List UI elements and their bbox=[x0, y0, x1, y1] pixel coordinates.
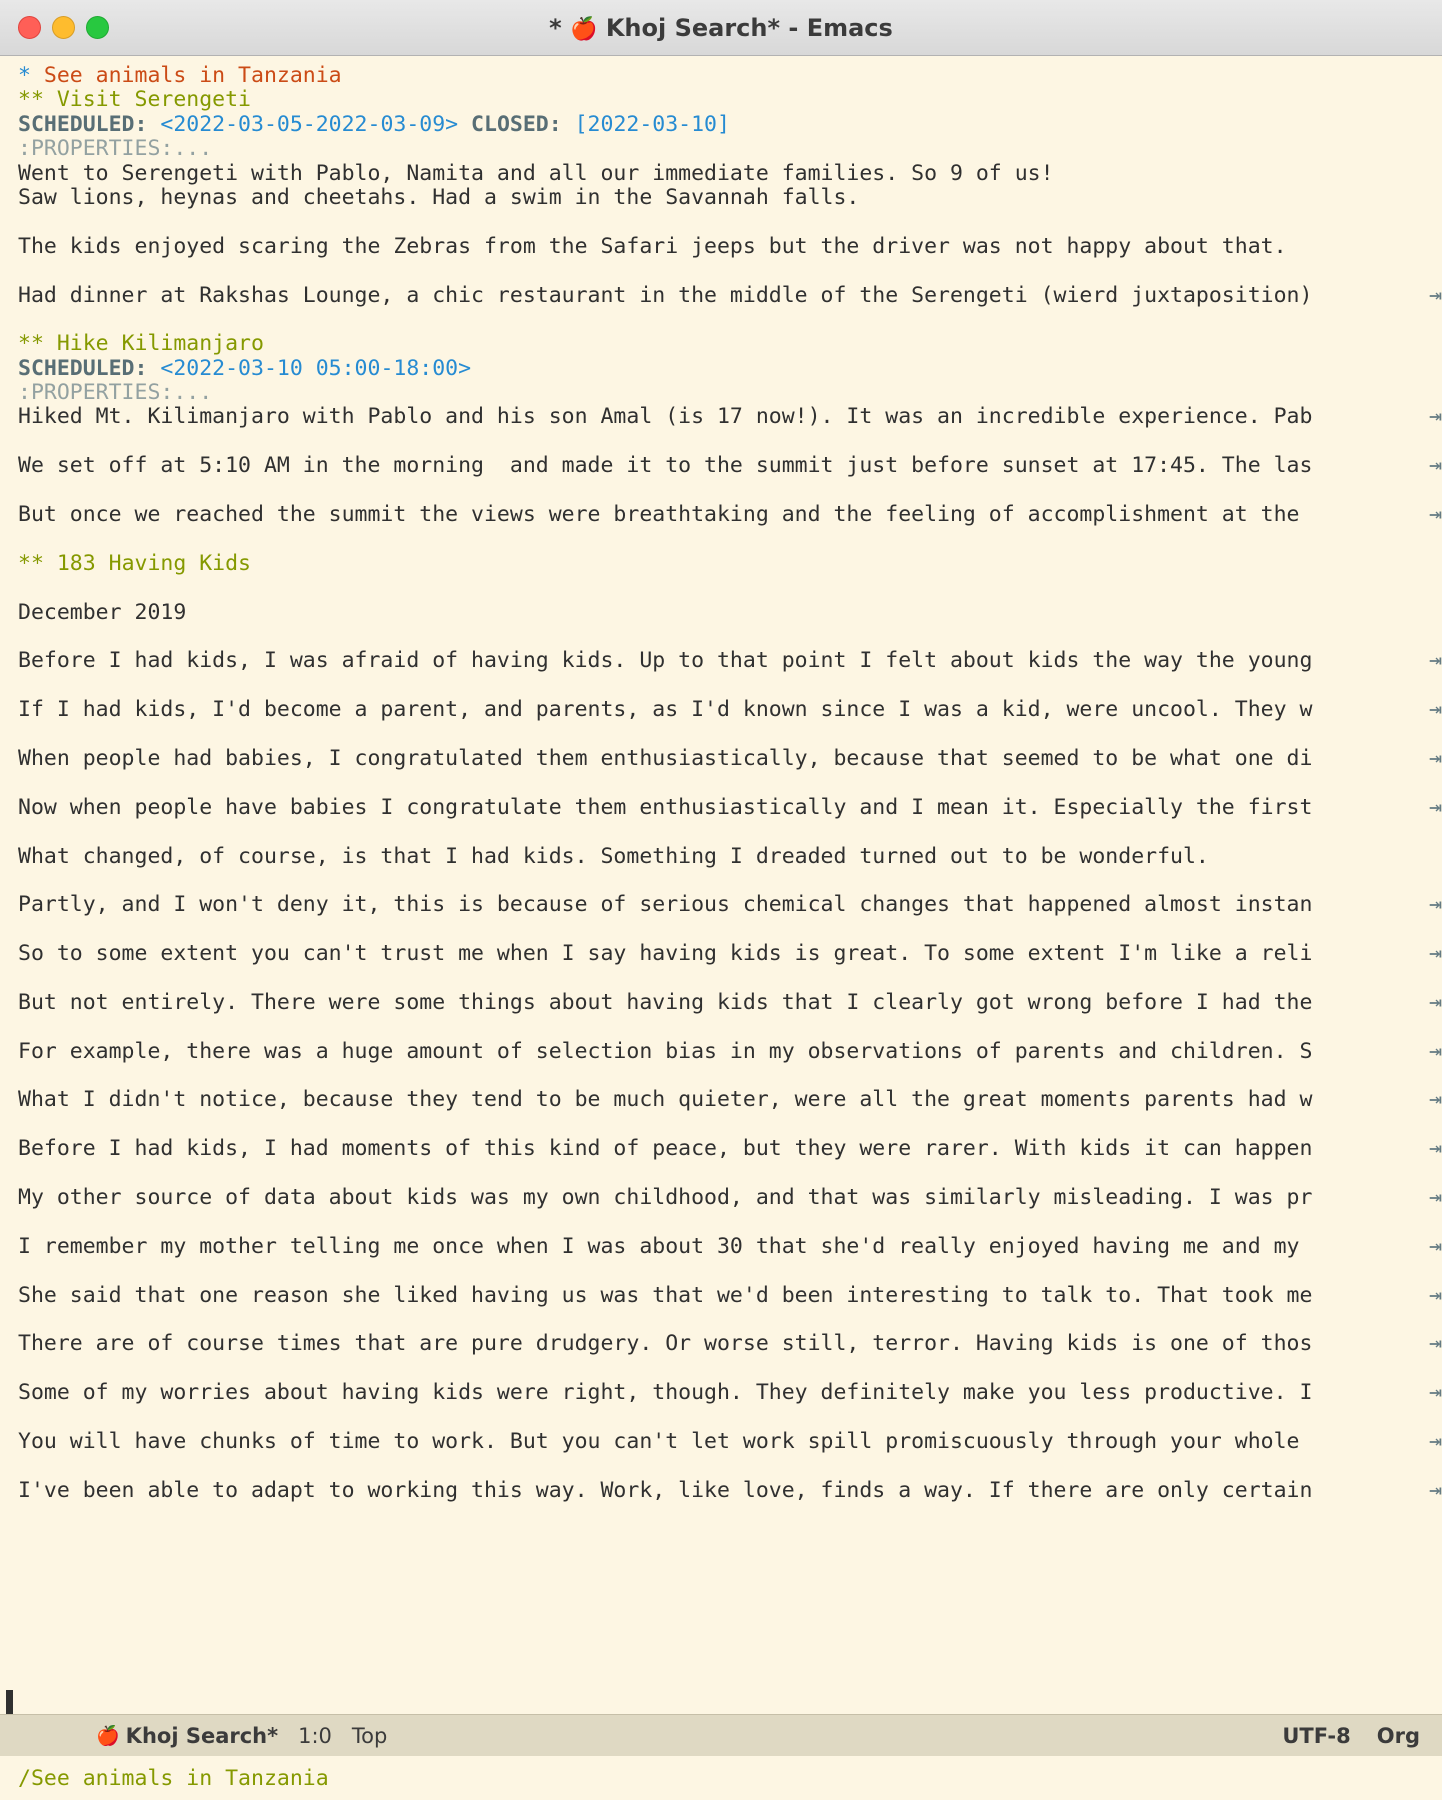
close-button[interactable] bbox=[18, 16, 41, 39]
buffer-line-text: For example, there was a huge amount of selection bias in my observations of parents and children. S bbox=[18, 1038, 1313, 1064]
line-continuation-icon: ⇥ bbox=[1429, 892, 1442, 918]
modeline-major-mode[interactable]: Org bbox=[1376, 1723, 1420, 1748]
mode-line bbox=[0, 1714, 1442, 1756]
line-continuation-icon: ⇥ bbox=[1429, 941, 1442, 967]
buffer-area[interactable] bbox=[0, 56, 1442, 1714]
line-continuation-icon: ⇥ bbox=[1429, 404, 1442, 430]
buffer-line-text: The kids enjoyed scaring the Zebras from the Safari jeeps but the driver was not happy about that. bbox=[18, 233, 1287, 259]
buffer-line-text: When people had babies, I congratulated them enthusiastically, because that seemed to be what one di bbox=[18, 745, 1313, 771]
buffer-text-line[interactable] bbox=[18, 698, 1442, 722]
title-bar bbox=[0, 0, 1442, 56]
buffer-line-text: Before I had kids, I had moments of this kind of peace, but they were rarer. With kids it can happen bbox=[18, 1136, 1313, 1162]
line-continuation-icon: ⇥ bbox=[1429, 745, 1442, 771]
buffer-text-line[interactable] bbox=[18, 454, 1442, 478]
buffer-text-line[interactable] bbox=[18, 942, 1442, 966]
org-heading-level2[interactable] bbox=[18, 552, 1442, 576]
buffer-line-text: Went to Serengeti with Pablo, Namita and all our immediate families. So 9 of us! bbox=[18, 160, 1054, 186]
modeline-app-icon: 🍎 bbox=[96, 1725, 120, 1747]
line-continuation-icon: ⇥ bbox=[1429, 453, 1442, 479]
buffer-blank-line bbox=[18, 1162, 1442, 1186]
line-continuation-icon: ⇥ bbox=[1429, 1087, 1442, 1113]
line-continuation-icon: ⇥ bbox=[1429, 648, 1442, 674]
window-title-label: Khoj Search* - Emacs bbox=[605, 13, 893, 42]
org-properties-text[interactable]: :PROPERTIES:... bbox=[18, 136, 213, 162]
line-continuation-icon: ⇥ bbox=[1429, 1136, 1442, 1162]
org-buffer-text[interactable] bbox=[0, 56, 1442, 1714]
buffer-blank-line bbox=[18, 1210, 1442, 1234]
buffer-line-text: What I didn't notice, because they tend to be much quieter, were all the great moments parents had w bbox=[18, 1087, 1313, 1113]
buffer-text-line[interactable] bbox=[18, 1332, 1442, 1356]
window-title-prefix: * bbox=[549, 13, 571, 42]
buffer-blank-line bbox=[18, 1259, 1442, 1283]
buffer-blank-line bbox=[18, 1308, 1442, 1332]
buffer-text-line[interactable] bbox=[18, 1235, 1442, 1259]
buffer-blank-line bbox=[18, 723, 1442, 747]
org-schedule-line[interactable] bbox=[18, 357, 1442, 381]
modeline-buffer-name[interactable]: Khoj Search* bbox=[125, 1723, 279, 1748]
buffer-line-text: You will have chunks of time to work. But you can't let work spill promiscuously through your whole bbox=[18, 1428, 1313, 1454]
buffer-blank-line bbox=[18, 674, 1442, 698]
buffer-text-line[interactable] bbox=[18, 601, 1442, 625]
buffer-blank-line bbox=[18, 820, 1442, 844]
buffer-blank-line bbox=[18, 308, 1442, 332]
buffer-text-line[interactable] bbox=[18, 284, 1442, 308]
buffer-line-text: But not entirely. There were some things about having kids that I clearly got wrong before I had the bbox=[18, 989, 1313, 1015]
buffer-blank-line bbox=[18, 869, 1442, 893]
line-continuation-icon: ⇥ bbox=[1429, 697, 1442, 723]
buffer-text-line[interactable] bbox=[18, 649, 1442, 673]
window-title-text bbox=[597, 14, 605, 42]
buffer-blank-line bbox=[18, 625, 1442, 649]
buffer-line-text: My other source of data about kids was my own childhood, and that was similarly misleading. I was pr bbox=[18, 1184, 1313, 1210]
minimize-button[interactable] bbox=[52, 16, 75, 39]
buffer-text-line[interactable] bbox=[18, 503, 1442, 527]
scheduled-keyword: SCHEDULED: bbox=[18, 355, 161, 381]
line-continuation-icon: ⇥ bbox=[1429, 1428, 1442, 1454]
buffer-text-line[interactable] bbox=[18, 1430, 1442, 1454]
buffer-blank-line bbox=[18, 1064, 1442, 1088]
buffer-text-line[interactable] bbox=[18, 1479, 1442, 1503]
buffer-blank-line bbox=[18, 259, 1442, 283]
line-continuation-icon: ⇥ bbox=[1429, 1477, 1442, 1503]
buffer-text-line[interactable] bbox=[18, 1040, 1442, 1064]
buffer-text-line[interactable] bbox=[18, 1137, 1442, 1161]
buffer-text-line[interactable] bbox=[18, 1381, 1442, 1405]
line-continuation-icon: ⇥ bbox=[1429, 1038, 1442, 1064]
app-icon: 🍎 bbox=[570, 16, 598, 42]
buffer-blank-line bbox=[18, 430, 1442, 454]
org-stars: ** bbox=[18, 550, 57, 576]
line-continuation-icon: ⇥ bbox=[1429, 1331, 1442, 1357]
buffer-text-line[interactable] bbox=[18, 991, 1442, 1015]
buffer-line-text: December 2019 bbox=[18, 599, 187, 625]
buffer-line-text: If I had kids, I'd become a parent, and parents, as I'd known since I was a kid, were uncool. They w bbox=[18, 697, 1313, 723]
buffer-text-line[interactable] bbox=[18, 235, 1442, 259]
buffer-blank-line bbox=[18, 1113, 1442, 1137]
buffer-line-text: So to some extent you can't trust me when I say having kids is great. To some extent I'm like a reli bbox=[18, 941, 1313, 967]
buffer-text-line[interactable] bbox=[18, 162, 1442, 186]
cursor-fringe bbox=[6, 1690, 13, 1714]
buffer-line-text: Partly, and I won't deny it, this is because of serious chemical changes that happened almost instan bbox=[18, 892, 1313, 918]
org-properties-text[interactable]: :PROPERTIES:... bbox=[18, 380, 213, 406]
org-schedule-line[interactable] bbox=[18, 113, 1442, 137]
line-continuation-icon: ⇥ bbox=[1429, 1233, 1442, 1259]
buffer-text-line[interactable] bbox=[18, 1186, 1442, 1210]
buffer-line-text: Before I had kids, I was afraid of having kids. Up to that point I felt about kids the way the young bbox=[18, 648, 1313, 674]
zoom-button[interactable] bbox=[86, 16, 109, 39]
buffer-line-text: Now when people have babies I congratulate them enthusiastically and I mean it. Especially the first bbox=[18, 794, 1313, 820]
buffer-text-line[interactable] bbox=[18, 845, 1442, 869]
buffer-line-text: I remember my mother telling me once when I was about 30 that she'd really enjoyed having me and my bbox=[18, 1233, 1313, 1259]
line-continuation-icon: ⇥ bbox=[1429, 794, 1442, 820]
org-heading-level1[interactable] bbox=[18, 64, 1442, 88]
scheduled-timestamp[interactable]: <2022-03-05-2022-03-09> bbox=[160, 111, 459, 137]
modeline-coding: UTF-8 bbox=[1282, 1723, 1351, 1748]
line-continuation-icon: ⇥ bbox=[1429, 1184, 1442, 1210]
org-heading-text[interactable]: See animals in Tanzania bbox=[43, 63, 342, 88]
buffer-line-text: Had dinner at Rakshas Lounge, a chic restaurant in the middle of the Serengeti (wierd juxtaposition) bbox=[18, 282, 1313, 308]
window-controls bbox=[18, 16, 109, 39]
minibuffer[interactable] bbox=[0, 1756, 1442, 1800]
scheduled-keyword: SCHEDULED: bbox=[18, 111, 161, 137]
modeline-scroll: Top bbox=[351, 1723, 388, 1748]
buffer-line-text: Hiked Mt. Kilimanjaro with Pablo and his son Amal (is 17 now!). It was an incredible experience. Pab bbox=[18, 404, 1313, 430]
closed-timestamp[interactable]: [2022-03-10] bbox=[574, 111, 730, 137]
buffer-text-line[interactable] bbox=[18, 1088, 1442, 1112]
org-heading-text[interactable]: Hike Kilimanjaro bbox=[56, 331, 264, 357]
buffer-blank-line bbox=[18, 918, 1442, 942]
buffer-line-text: There are of course times that are pure drudgery. Or worse still, terror. Having kids is one of thos bbox=[18, 1331, 1313, 1357]
buffer-line-text: Some of my worries about having kids were right, though. They definitely make you less productive. I bbox=[18, 1380, 1313, 1406]
org-properties-drawer[interactable] bbox=[18, 381, 1442, 405]
buffer-text-line[interactable] bbox=[18, 186, 1442, 210]
org-heading-level2[interactable] bbox=[18, 332, 1442, 356]
buffer-line-text: What changed, of course, is that I had kids. Something I dreaded turned out to be wonderful. bbox=[18, 843, 1209, 869]
line-continuation-icon: ⇥ bbox=[1429, 282, 1442, 308]
scheduled-timestamp[interactable]: <2022-03-10 05:00-18:00> bbox=[160, 355, 472, 381]
org-stars: ** bbox=[18, 331, 57, 357]
org-heading-level2[interactable] bbox=[18, 88, 1442, 112]
buffer-line-text: She said that one reason she liked having us was that we'd been interesting to talk to. That took me bbox=[18, 1282, 1313, 1308]
buffer-blank-line bbox=[18, 210, 1442, 234]
buffer-blank-line bbox=[18, 1015, 1442, 1039]
line-continuation-icon: ⇥ bbox=[1429, 989, 1442, 1015]
buffer-line-text: Saw lions, heynas and cheetahs. Had a swim in the Savannah falls. bbox=[18, 184, 860, 210]
line-continuation-icon: ⇥ bbox=[1429, 1282, 1442, 1308]
buffer-blank-line bbox=[18, 771, 1442, 795]
buffer-blank-line bbox=[18, 576, 1442, 600]
buffer-text-line[interactable] bbox=[18, 1284, 1442, 1308]
buffer-text-line[interactable] bbox=[18, 747, 1442, 771]
buffer-text-line[interactable] bbox=[18, 893, 1442, 917]
window-title bbox=[0, 14, 1442, 42]
buffer-line-text: But once we reached the summit the views were breathtaking and the feeling of accomplishment at the bbox=[18, 502, 1313, 528]
buffer-text-line[interactable] bbox=[18, 796, 1442, 820]
buffer-blank-line bbox=[18, 1405, 1442, 1429]
buffer-text-line[interactable] bbox=[18, 405, 1442, 429]
line-continuation-icon: ⇥ bbox=[1429, 502, 1442, 528]
org-heading-text[interactable]: Visit Serengeti bbox=[56, 87, 252, 113]
buffer-line-text: We set off at 5:10 AM in the morning and made it to the summit just before sunset at 17:45. The las bbox=[18, 453, 1313, 479]
org-properties-drawer[interactable] bbox=[18, 137, 1442, 161]
buffer-blank-line bbox=[18, 1454, 1442, 1478]
line-continuation-icon: ⇥ bbox=[1429, 1380, 1442, 1406]
buffer-line-text: I've been able to adapt to working this way. Work, like love, finds a way. If there are only certain bbox=[18, 1477, 1313, 1503]
minibuffer-text: /See animals in Tanzania bbox=[18, 1765, 329, 1791]
org-stars: ** bbox=[18, 87, 57, 113]
buffer-blank-line bbox=[18, 966, 1442, 990]
buffer-blank-line bbox=[18, 527, 1442, 551]
org-heading-text[interactable]: 183 Having Kids bbox=[56, 550, 252, 576]
buffer-blank-line bbox=[18, 1357, 1442, 1381]
org-stars: * bbox=[18, 63, 44, 88]
modeline-position: 1:0 bbox=[298, 1723, 332, 1748]
closed-keyword: CLOSED: bbox=[458, 111, 575, 137]
buffer-blank-line bbox=[18, 479, 1442, 503]
